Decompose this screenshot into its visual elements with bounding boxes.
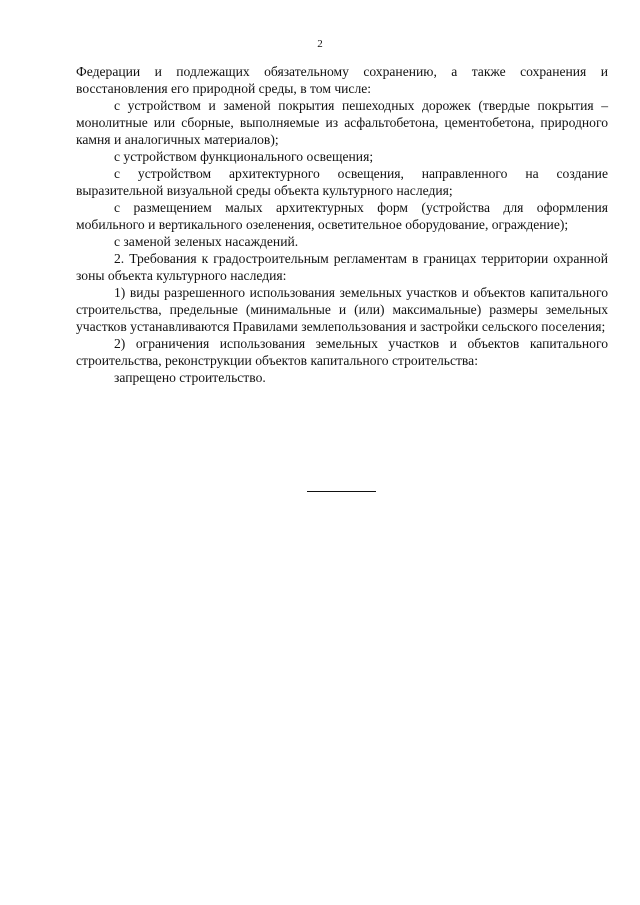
paragraph-construction-prohibited: запрещено строительство. (114, 370, 266, 385)
paragraph-green-planting: с заменой зеленых насаждений. (114, 234, 299, 249)
document-body (76, 63, 608, 386)
paragraph-continuation: Федерации и подлежащих обязательному сохранению, а также сохранения и восстановления его природной среды, в том числе: (76, 64, 608, 96)
paragraph-section-2-heading: 2. Требования к градостроительным регламентам в границах территории охранной зоны объекта культурного наследия: (76, 251, 608, 283)
page-number: 2 (317, 38, 323, 50)
closing-divider (307, 491, 376, 492)
paragraph-footpath-paving: с устройством и заменой покрытия пешеходных дорожек (твердые покрытия – монолитные или сборные, выполняемые из асфальтобетона, цементобетона, природного камня и аналогичных материалов); (76, 98, 608, 147)
paragraph-architectural-lighting: с устройством архитектурного освещения, направленного на создание выразительной визуальной среды объекта культурного наследия; (76, 166, 608, 198)
paragraph-small-architectural-forms: с размещением малых архитектурных форм (устройства для оформления мобильного и вертикального озеленения, осветительное оборудование, ограждение); (76, 200, 608, 232)
paragraph-item-1: 1) виды разрешенного использования земельных участков и объектов капитального строительства, предельные (минимальные и (или) максимальные) размеры земельных участков устанавливаются Правилами землепользования и застройки сельского поселения; (76, 285, 608, 334)
paragraph-functional-lighting: с устройством функционального освещения; (114, 149, 374, 164)
paragraph-item-2: 2) ограничения использования земельных участков и объектов капитального строительства, реконструкции объектов капитального строительства: (76, 336, 608, 368)
